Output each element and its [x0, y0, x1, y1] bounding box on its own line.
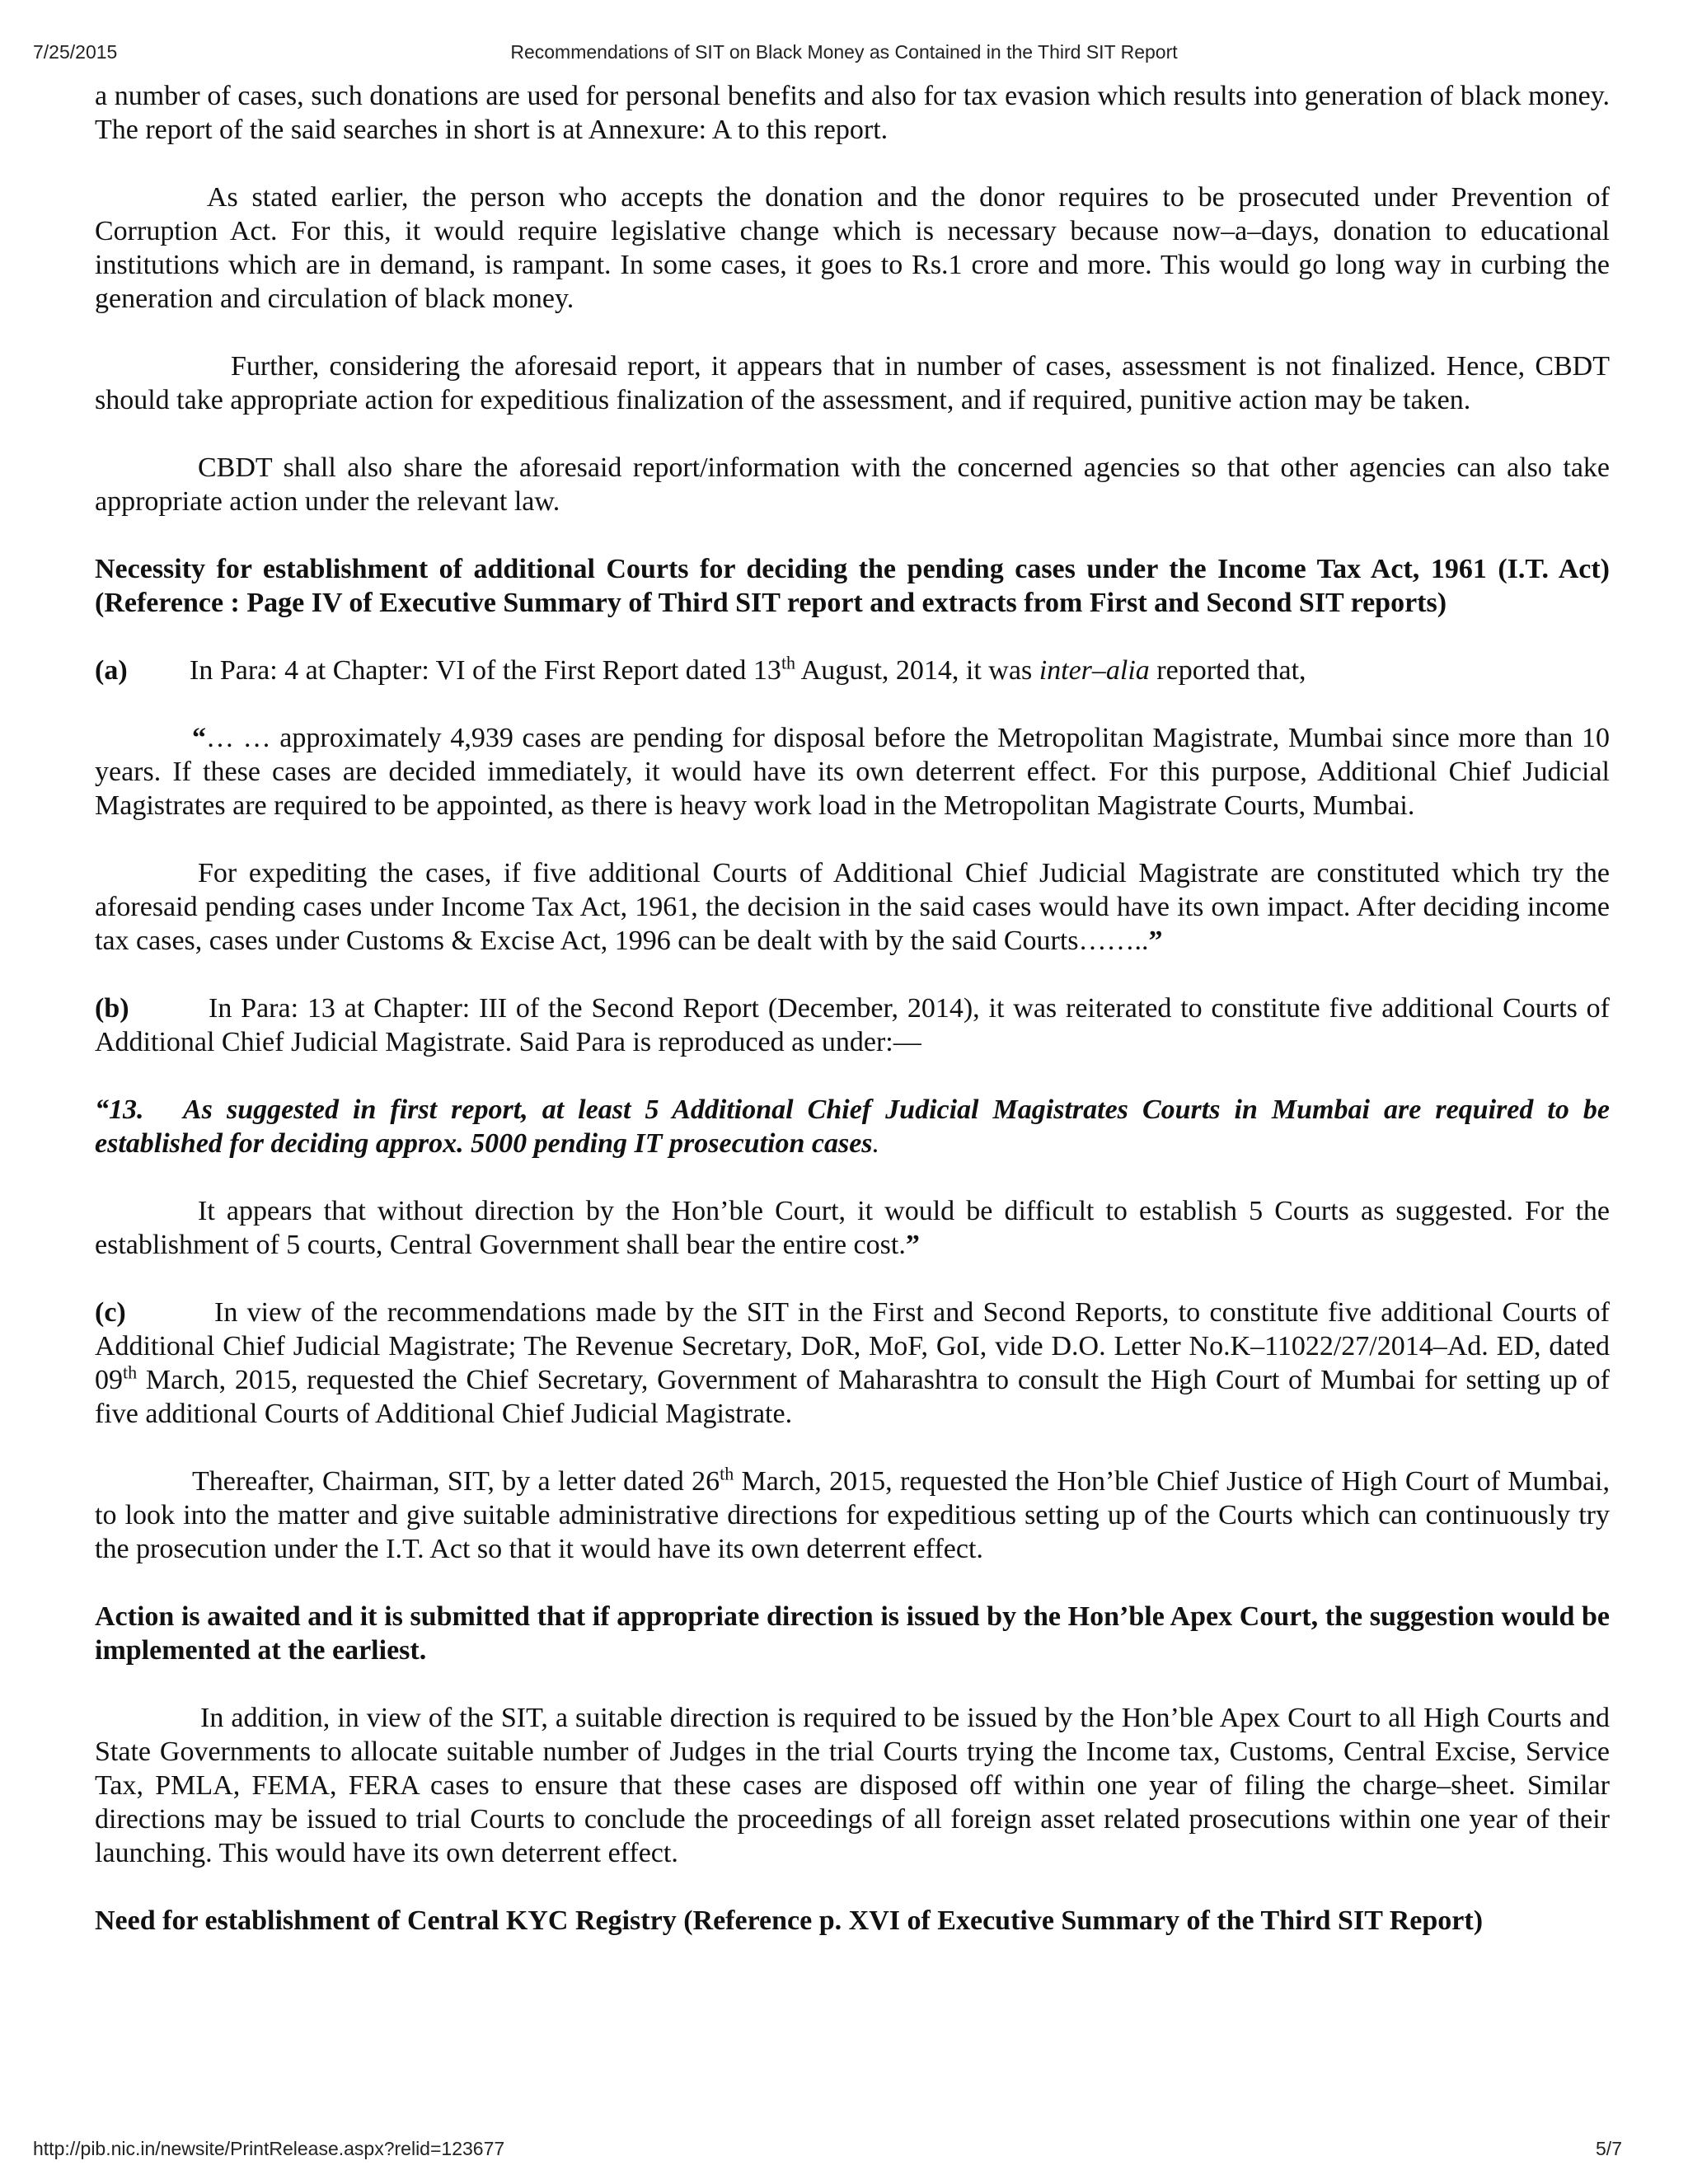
action-awaited-heading: Action is awaited and it is submitted that if appropriate direction is issued by the Hon’ble Apex Court, the suggestion would be implemented at the earliest. [95, 1601, 1610, 1666]
print-date: 7/25/2015 [33, 41, 118, 63]
italic-inter-alia: inter–alia [1039, 655, 1150, 686]
paragraph-assessment: Further, considering the aforesaid report, it appears that in number of cases, assessment is not finalized. Hence, CBDT should take appropriate action for expeditious finalization of the assessment, and if required, punitive action may be taken. [95, 351, 1610, 415]
item-label-c: (c) [95, 1297, 126, 1328]
quote-expediting: For expediting the cases, if five additional Courts of Additional Chief Judicial Magistrate are constituted which try the aforesaid pending cases under Income Tax Act, 1961, the decision in the said cases would have its own impact. After deciding income tax cases, cases under Customs & Excise Act, 1996 can be dealt with by the said Courts……..” [95, 858, 1610, 956]
quote-pending-cases: “… … approximately 4,939 cases are pending for disposal before the Metropolitan Magistrate, Mumbai since more than 10 years. If these cases are decided immediately, it would have its own deterrent effect. For this purpose, Additional Chief Judicial Magistrates are required to be appointed, as there is heavy work load in the Metropolitan Magistrate Courts, Mumbai. [95, 723, 1610, 821]
paragraph-prosecution: As stated earlier, the person who accepts the donation and the donor requires to be prosecuted under Prevention of Corruption Act. For this, it would require legislative change which is necessary because now–a–days, donation to educational institutions which are in demand, is rampant. In some cases, it goes to Rs.1 crore and more. This would go long way in curbing the generation and circulation of black money. [95, 182, 1610, 314]
paragraph-honble-court: It appears that without direction by the Hon’ble Court, it would be difficult to establish 5 Courts as suggested. For the establishment of 5 courts, Central Government shall bear the entire cost.” [95, 1196, 1610, 1260]
paragraph-additional-direction: In addition, in view of the SIT, a suitable direction is required to be issued by the Hon’ble Apex Court to all High Courts and State Governments to allocate suitable number of Judges in the trial Courts trying the Income tax, Customs, Central Excise, Service Tax, PMLA, FEMA, FERA cases to ensure that these cases are disposed off within one year of filing the charge–sheet. Similar directions may be issued to trial Courts to conclude the proceedings of all foreign asset related prosecutions within one year of their launching. This would have its own deterrent effect. [95, 1703, 1610, 1868]
item-label-a: (a) [95, 655, 128, 686]
document-body [95, 79, 1610, 1938]
print-footer [0, 2138, 1688, 2164]
paragraph-donations: a number of cases, such donations are used for personal benefits and also for tax evasion which results into generation of black money. The report of the said searches in short is at Annexure: A to this report. [95, 81, 1610, 145]
paragraph-a: (a) In Para: 4 at Chapter: VI of the First Report dated 13th August, 2014, it was inter–alia reported that, [95, 652, 1306, 686]
print-header [0, 41, 1688, 68]
section-heading-kyc: Need for establishment of Central KYC Registry (Reference p. XVI of Executive Summary of the Third SIT Report) [95, 1905, 1484, 1936]
quote-para-13: “13. As suggested in first report, at least 5 Additional Chief Judicial Magistrates Courts in Mumbai are required to be established for deciding approx. 5000 pending IT prosecution cases. [95, 1094, 1610, 1159]
paragraph-cbdt: CBDT shall also share the aforesaid report/information with the concerned agencies so that other agencies can also take appropriate action under the relevant law. [95, 452, 1610, 517]
paragraph-chairman-letter: Thereafter, Chairman, SIT, by a letter dated 26th March, 2015, requested the Hon’ble Chief Justice of High Court of Mumbai, to look into the matter and give suitable administrative directions for expeditious setting up of the Courts which can continuously try the prosecution under the I.T. Act so that it would have its own deterrent effect. [95, 1463, 1610, 1564]
page-number: 5/7 [1596, 2138, 1622, 2159]
paragraph-b: (b) In Para: 13 at Chapter: III of the Second Report (December, 2014), it was reiterated to constitute five additional Courts of Additional Chief Judicial Magistrate. Said Para is reproduced as under:— [95, 993, 1610, 1057]
page-title: Recommendations of SIT on Black Money as Contained in the Third SIT Report [510, 41, 1178, 63]
source-url: http://pib.nic.in/newsite/PrintRelease.aspx?relid=123677 [33, 2138, 505, 2159]
paragraph-c: (c) In view of the recommendations made by the SIT in the First and Second Reports, to constitute five additional Courts of Additional Chief Judicial Magistrate; The Revenue Secretary, DoR, MoF, GoI, vide D.O. Letter No.K–11022/27/2014–Ad. ED, dated 09th March, 2015, requested the Chief Secretary, Government of Maharashtra to consult the High Court of Mumbai for setting up of five additional Courts of Additional Chief Judicial Magistrate. [95, 1297, 1610, 1429]
item-label-b: (b) [95, 993, 129, 1024]
section-heading-courts: Necessity for establishment of additional Courts for deciding the pending cases under the Income Tax Act, 1961 (I.T. Act) (Reference : Page IV of Executive Summary of Third SIT report and extracts from First and Second SIT reports) [95, 554, 1610, 618]
